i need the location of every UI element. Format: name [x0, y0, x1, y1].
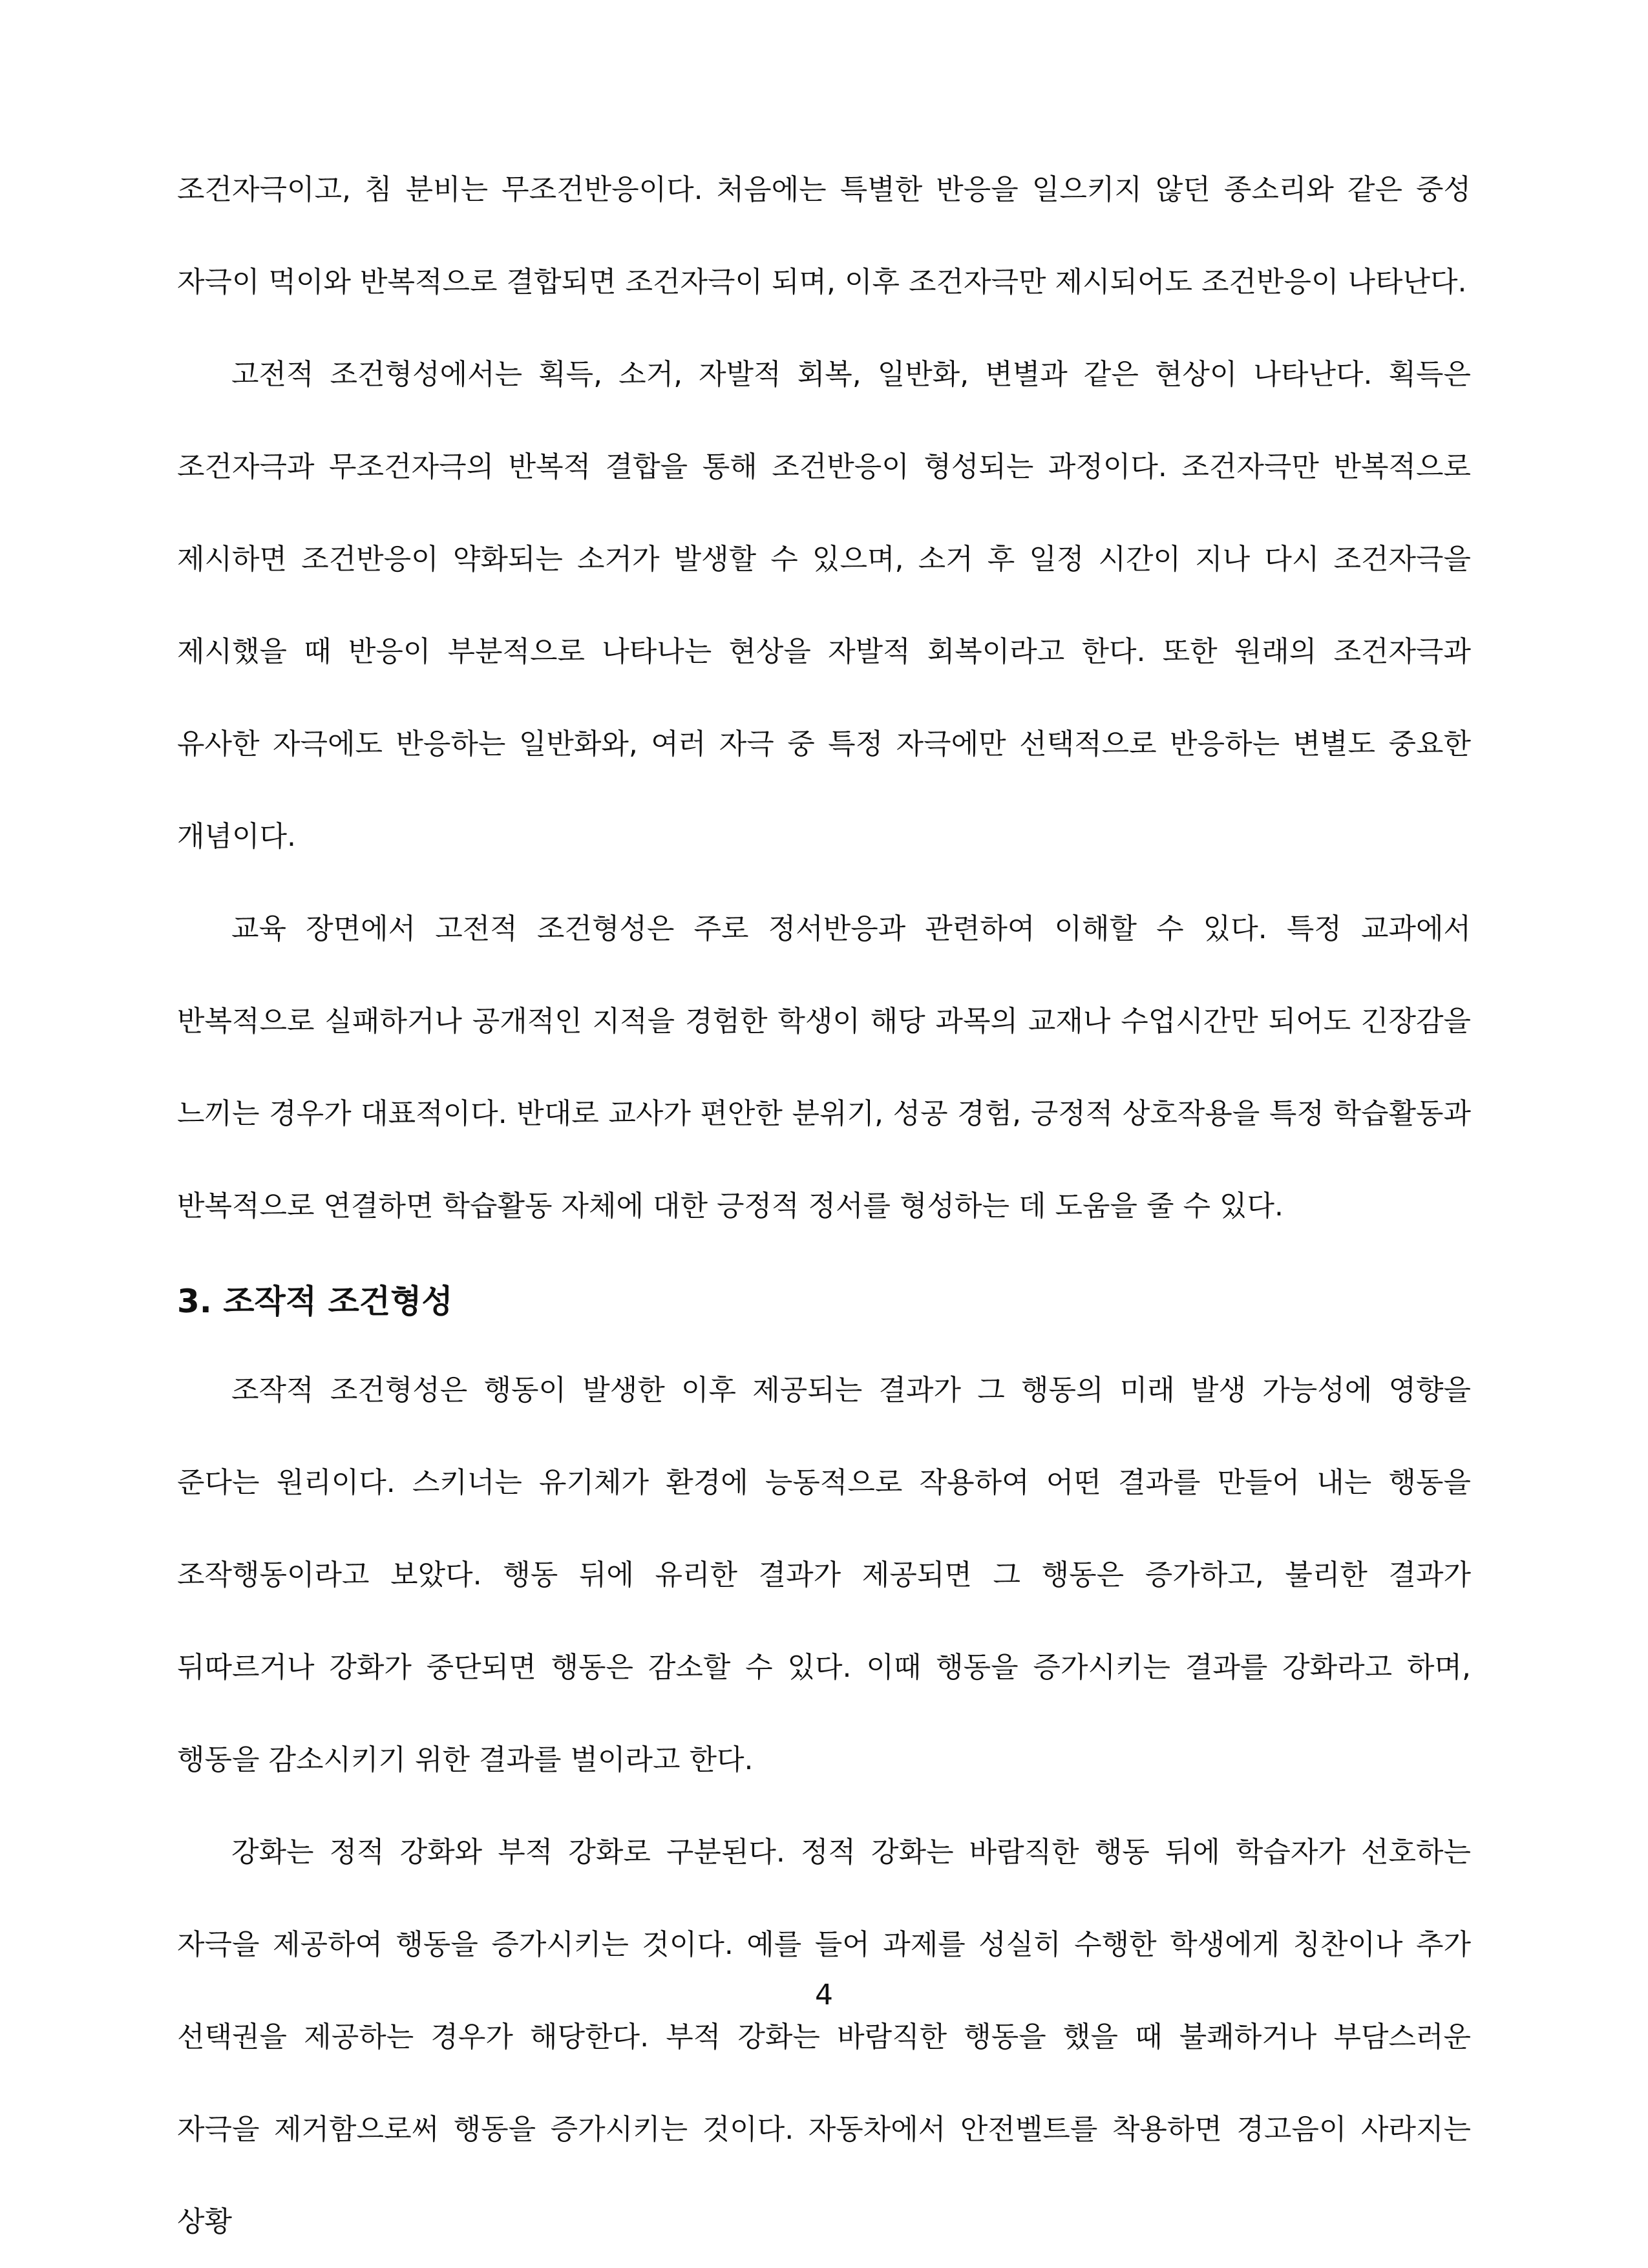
section-heading: 3. 조작적 조건형성 [177, 1283, 453, 1320]
paragraph-1: 조건자극이고, 침 분비는 무조건반응이다. 처음에는 특별한 반응을 일으키지 않던 종소리와 같은 중성 자극이 먹이와 반복적으로 결합되면 조건자극이 되며, 이후 조건자극만 제시되어도 조건반응이 나타난다. [177, 173, 1471, 299]
paragraph-2: 고전적 조건형성에서는 획득, 소거, 자발적 회복, 일반화, 변별과 같은 현상이 나타난다. 획득은 조건자극과 무조건자극의 반복적 결합을 통해 조건반응이 형성되는 과정이다. 조건자극만 반복적으로 제시하면 조건반응이 약화되는 소거가 발생할 수 있으며, 소거 후 일정 시간이 지나 다시 조건자극을 제시했을 때 반응이 부분적으로 나타나는 현상을 자발적 회복이라고 한다. 또한 원래의 조건자극과 유사한 자극에도 반응하는 일반화와, 여러 자극 중 특정 자극에만 선택적으로 반응하는 변별도 중요한 개념이다. [177, 358, 1471, 853]
page-body [177, 143, 1471, 2268]
paragraph-4: 조작적 조건형성은 행동이 발생한 이후 제공되는 결과가 그 행동의 미래 발생 가능성에 영향을 준다는 원리이다. 스키너는 유기체가 환경에 능동적으로 작용하여 어떤 결과를 만들어 내는 행동을 조작행동이라고 보았다. 행동 뒤에 유리한 결과가 제공되면 그 행동은 증가하고, 불리한 결과가 뒤따르거나 강화가 중단되면 행동은 감소할 수 있다. 이때 행동을 증가시키는 결과를 강화라고 하며, 행동을 감소시키기 위한 결과를 벌이라고 한다. [177, 1374, 1472, 1776]
page-number: 4 [815, 1979, 833, 2011]
paragraph-5: 강화는 정적 강화와 부적 강화로 구분된다. 정적 강화는 바람직한 행동 뒤에 학습자가 선호하는 자극을 제공하여 행동을 증가시키는 것이다. 예를 들어 과제를 성실히 수행한 학생에게 칭찬이나 추가 선택권을 제공하는 경우가 해당한다. 부적 강화는 바람직한 행동을 했을 때 불쾌하거나 부담스러운 자극을 제거함으로써 행동을 증가시키는 것이다. 자동차에서 안전벨트를 착용하면 경고음이 사라지는 상황 [177, 1836, 1471, 2238]
paragraph-3: 교육 장면에서 고전적 조건형성은 주로 정서반응과 관련하여 이해할 수 있다. 특정 교과에서 반복적으로 실패하거나 공개적인 지적을 경험한 학생이 해당 과목의 교재나 수업시간만 되어도 긴장감을 느끼는 경우가 대표적이다. 반대로 교사가 편안한 분위기, 성공 경험, 긍정적 상호작용을 특정 학습활동과 반복적으로 연결하면 학습활동 자체에 대한 긍정적 정서를 형성하는 데 도움을 줄 수 있다. [177, 912, 1471, 1223]
